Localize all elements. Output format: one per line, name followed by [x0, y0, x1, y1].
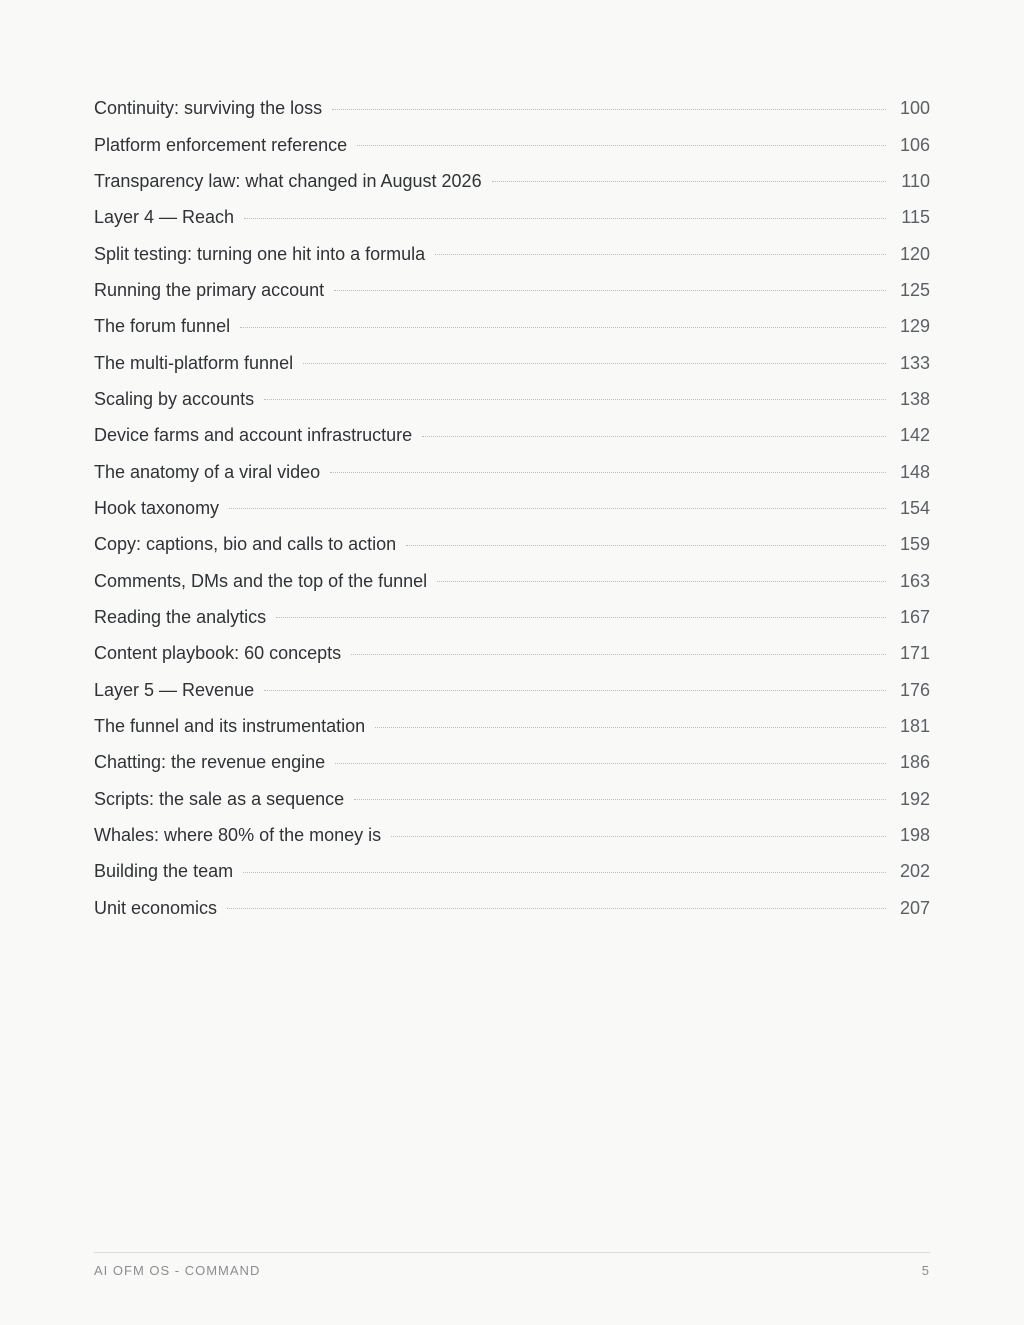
toc-entry-page-number[interactable]: 159: [899, 534, 930, 555]
toc-entry-page-number[interactable]: 106: [899, 134, 930, 155]
toc-dot-leader: [332, 109, 886, 110]
toc-entry-page-number[interactable]: 120: [899, 243, 930, 264]
toc-dot-leader: [334, 290, 886, 291]
toc-entry-page-number[interactable]: 207: [899, 897, 930, 918]
toc-dot-leader: [264, 399, 886, 400]
toc-entry-title[interactable]: Split testing: turning one hit into a formula: [94, 243, 426, 264]
toc-dot-leader: [357, 145, 886, 146]
toc-entry[interactable]: [94, 235, 930, 271]
table-of-contents: [94, 90, 930, 926]
toc-entry-title[interactable]: Scripts: the sale as a sequence: [94, 788, 345, 809]
toc-entry-title[interactable]: The funnel and its instrumentation: [94, 716, 366, 737]
toc-entry[interactable]: [94, 126, 930, 162]
footer-page-number: 5: [921, 1263, 930, 1278]
toc-dot-leader: [437, 581, 886, 582]
toc-dot-leader: [240, 327, 886, 328]
toc-entry-title[interactable]: Platform enforcement reference: [94, 134, 348, 155]
toc-entry-page-number[interactable]: 154: [899, 497, 930, 518]
toc-entry[interactable]: [94, 490, 930, 526]
toc-entry-title[interactable]: Layer 5 — Revenue: [94, 679, 255, 700]
toc-entry[interactable]: [94, 599, 930, 635]
toc-entry-page-number[interactable]: 148: [899, 461, 930, 482]
toc-dot-leader: [264, 690, 886, 691]
toc-entry-title[interactable]: Chatting: the revenue engine: [94, 752, 326, 773]
toc-dot-leader: [227, 908, 886, 909]
toc-entry-title[interactable]: Device farms and account infrastructure: [94, 425, 413, 446]
toc-entry[interactable]: [94, 781, 930, 817]
toc-dot-leader: [335, 763, 886, 764]
toc-dot-leader: [354, 799, 886, 800]
toc-entry-title[interactable]: Reading the analytics: [94, 606, 267, 627]
toc-entry-title[interactable]: Whales: where 80% of the money is: [94, 825, 382, 846]
toc-entry-title[interactable]: Layer 4 — Reach: [94, 207, 235, 228]
toc-entry-page-number[interactable]: 202: [899, 861, 930, 882]
toc-entry[interactable]: [94, 90, 930, 126]
toc-dot-leader: [276, 617, 886, 618]
toc-entry[interactable]: [94, 562, 930, 598]
toc-entry-title[interactable]: The multi-platform funnel: [94, 352, 294, 373]
toc-entry[interactable]: [94, 308, 930, 344]
toc-entry-title[interactable]: Copy: captions, bio and calls to action: [94, 534, 397, 555]
toc-entry-page-number[interactable]: 176: [899, 679, 930, 700]
toc-entry-title[interactable]: Running the primary account: [94, 279, 325, 300]
toc-dot-leader: [351, 654, 886, 655]
toc-entry-title[interactable]: Scaling by accounts: [94, 388, 255, 409]
toc-entry-page-number[interactable]: 198: [899, 825, 930, 846]
toc-dot-leader: [406, 545, 886, 546]
toc-entry[interactable]: [94, 635, 930, 671]
toc-entry-page-number[interactable]: 171: [899, 643, 930, 664]
toc-entry[interactable]: [94, 163, 930, 199]
toc-entry-page-number[interactable]: 163: [899, 570, 930, 591]
toc-dot-leader: [303, 363, 886, 364]
toc-entry-title[interactable]: The forum funnel: [94, 316, 231, 337]
toc-entry[interactable]: [94, 526, 930, 562]
footer-document-title: AI OFM OS - COMMAND: [94, 1263, 261, 1278]
toc-entry-page-number[interactable]: 192: [899, 788, 930, 809]
toc-entry-page-number[interactable]: 181: [899, 716, 930, 737]
toc-dot-leader: [391, 836, 886, 837]
toc-entry-page-number[interactable]: 142: [899, 425, 930, 446]
toc-entry-page-number[interactable]: 110: [901, 170, 930, 191]
toc-entry-page-number[interactable]: 167: [899, 606, 930, 627]
toc-entry-page-number[interactable]: 138: [899, 388, 930, 409]
toc-entry[interactable]: [94, 672, 930, 708]
toc-entry[interactable]: [94, 744, 930, 780]
toc-entry[interactable]: [94, 417, 930, 453]
toc-entry-title[interactable]: Continuity: surviving the loss: [94, 98, 323, 119]
toc-entry-page-number[interactable]: 125: [899, 279, 930, 300]
toc-entry-page-number[interactable]: 186: [899, 752, 930, 773]
toc-entry[interactable]: [94, 890, 930, 926]
toc-entry-title[interactable]: Transparency law: what changed in August 2026: [94, 170, 482, 191]
toc-entry[interactable]: [94, 272, 930, 308]
toc-dot-leader: [422, 436, 886, 437]
toc-entry-title[interactable]: Hook taxonomy: [94, 497, 220, 518]
toc-dot-leader: [330, 472, 886, 473]
toc-dot-leader: [244, 218, 886, 219]
toc-dot-leader: [243, 872, 886, 873]
toc-dot-leader: [492, 181, 886, 182]
toc-dot-leader: [375, 727, 886, 728]
toc-entry-title[interactable]: The anatomy of a viral video: [94, 461, 321, 482]
toc-entry-page-number[interactable]: 133: [899, 352, 930, 373]
toc-entry-title[interactable]: Building the team: [94, 861, 234, 882]
page-footer: [94, 1252, 930, 1278]
toc-entry-page-number[interactable]: 129: [899, 316, 930, 337]
toc-entry[interactable]: [94, 199, 930, 235]
toc-entry[interactable]: [94, 817, 930, 853]
toc-entry-title[interactable]: Comments, DMs and the top of the funnel: [94, 570, 428, 591]
toc-entry[interactable]: [94, 381, 930, 417]
toc-dot-leader: [435, 254, 886, 255]
toc-entry-title[interactable]: Content playbook: 60 concepts: [94, 643, 342, 664]
toc-entry[interactable]: [94, 453, 930, 489]
toc-entry[interactable]: [94, 344, 930, 380]
toc-entry-title[interactable]: Unit economics: [94, 897, 218, 918]
toc-dot-leader: [229, 508, 886, 509]
toc-entry-page-number[interactable]: 115: [901, 207, 930, 228]
toc-entry[interactable]: [94, 708, 930, 744]
toc-entry-page-number[interactable]: 100: [899, 98, 930, 119]
toc-entry[interactable]: [94, 853, 930, 889]
